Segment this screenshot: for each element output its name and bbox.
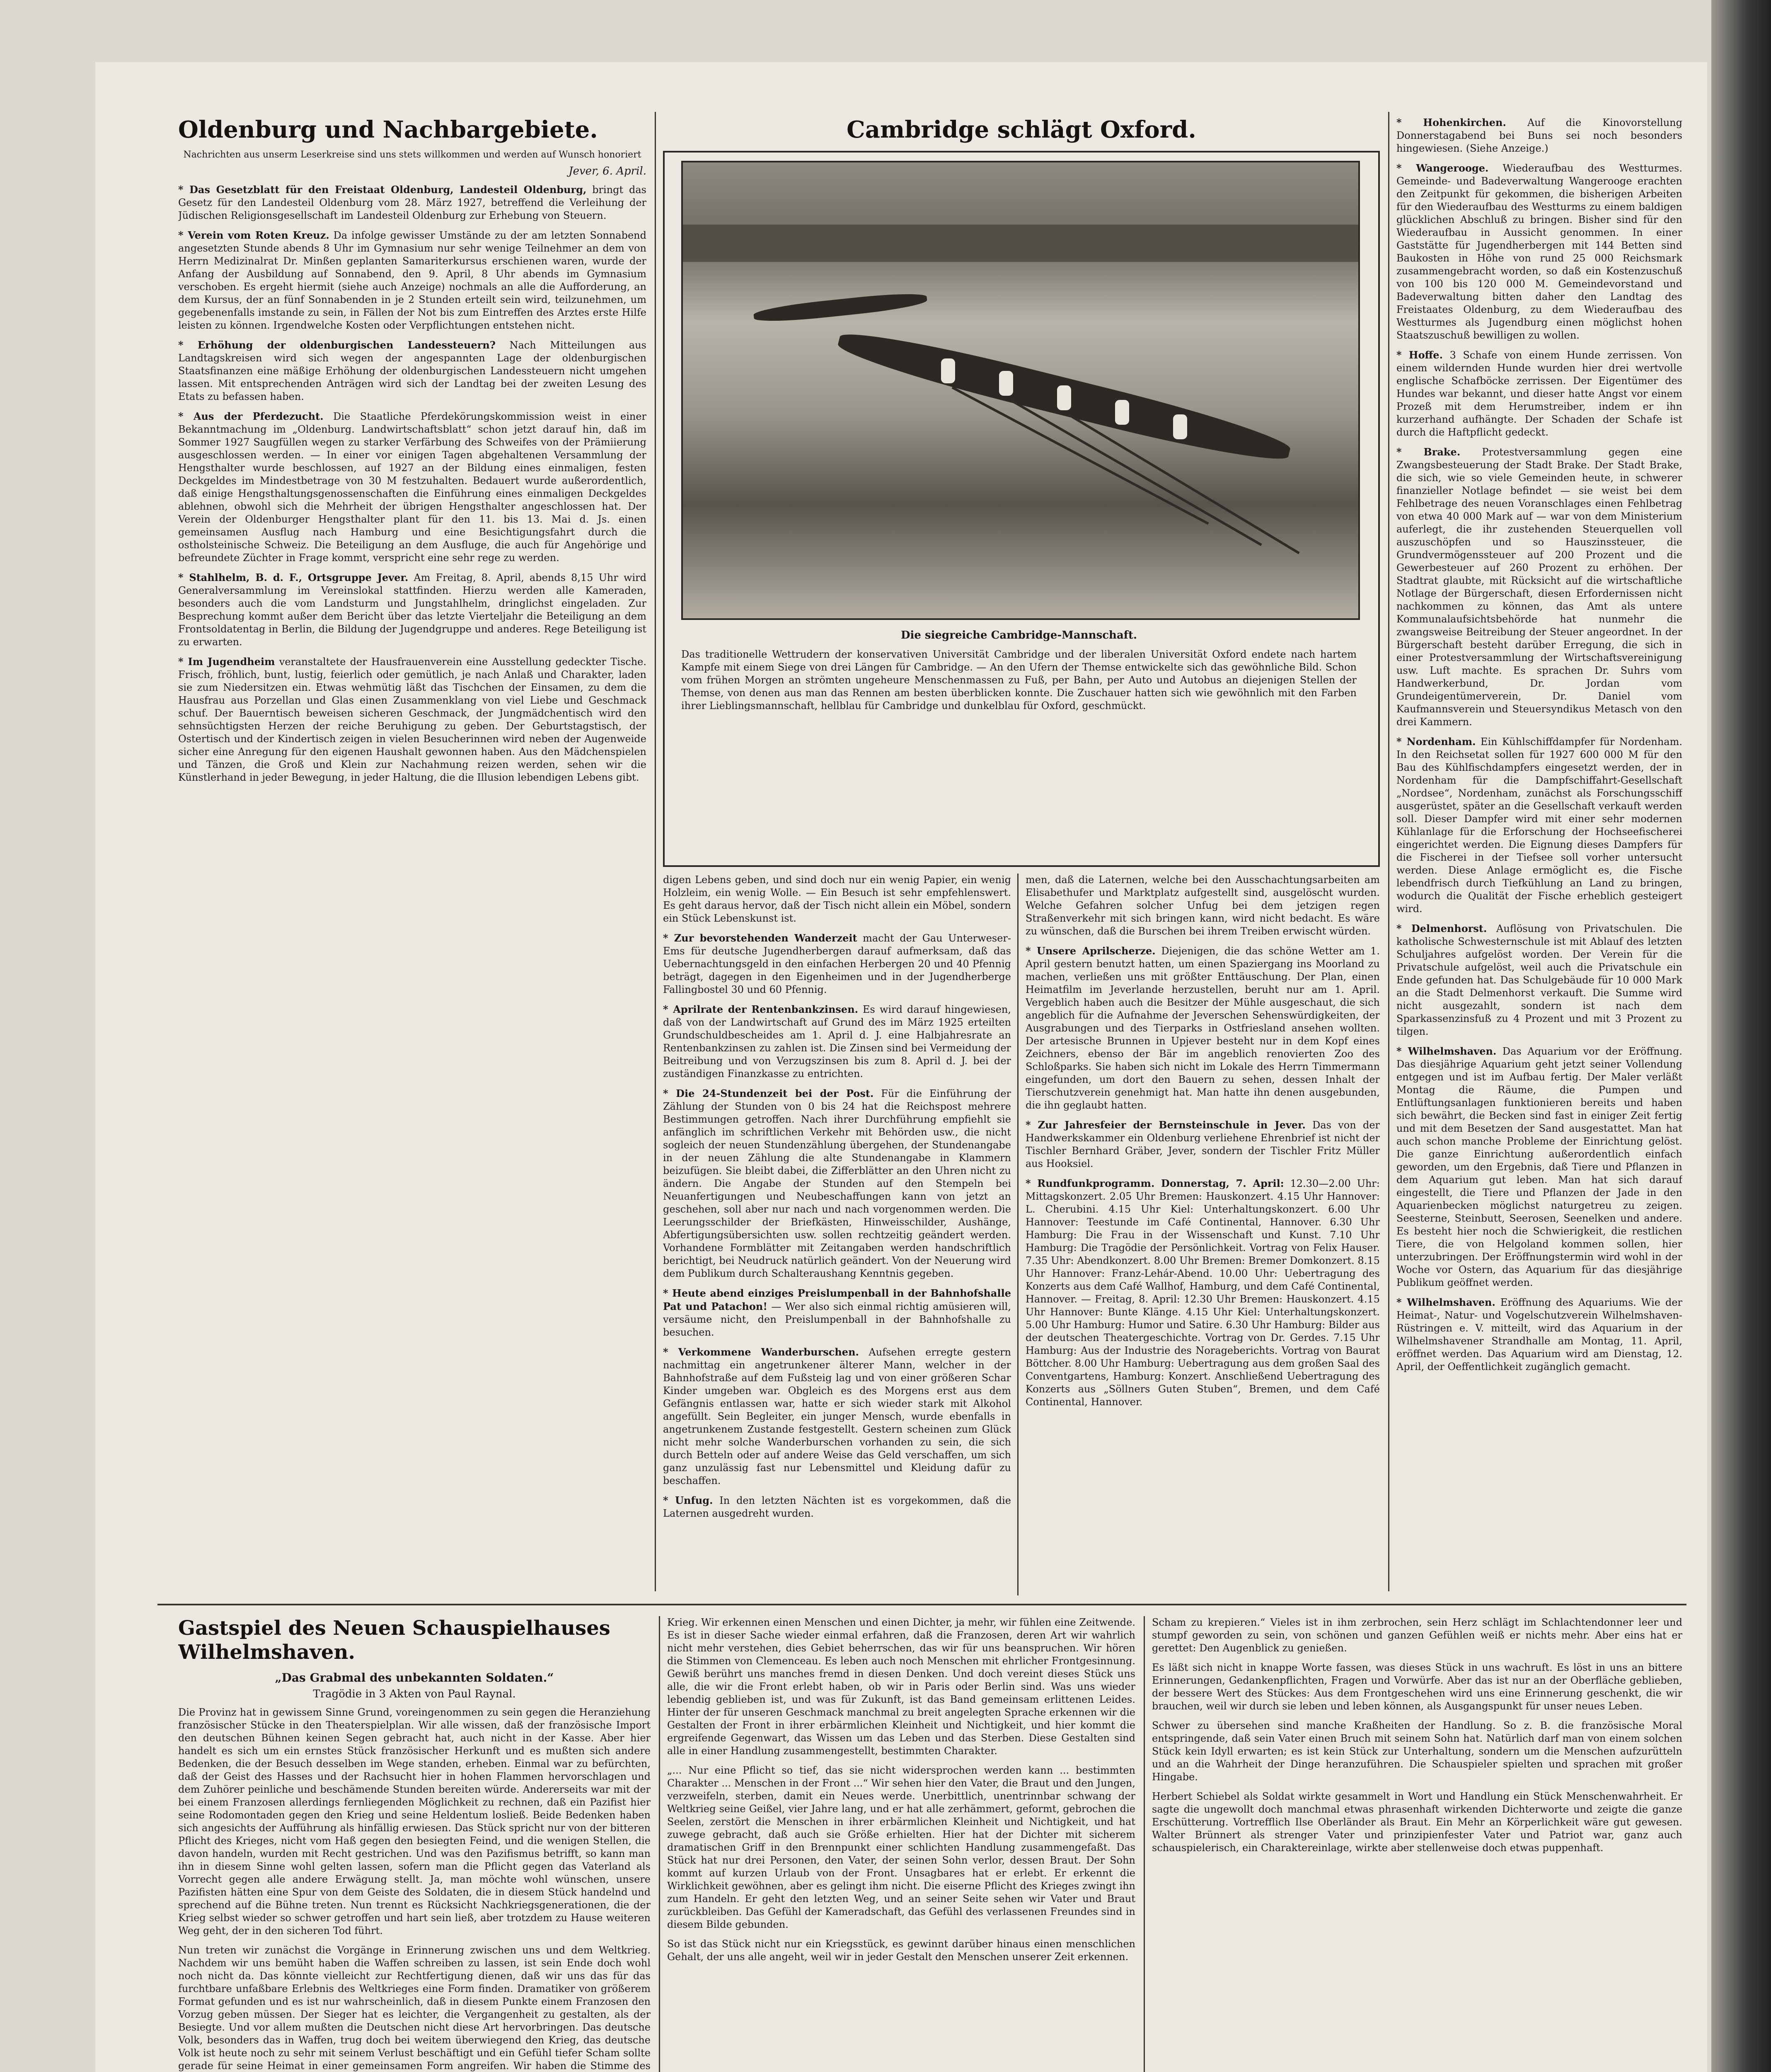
news-item-lead: * Die 24-Stundenzeit bei der Post. — [663, 1087, 874, 1099]
news-item-text: Aufsehen erregte gestern nachmittag ein angetrunkener älterer Mann, welcher in der Bahnhofstraße auf dem Fußsteig lag und von einer größeren Schar Kinder umgeben war. Obgleich es des Morgens erst aus dem Gefängnis entlassen war, hatte er sich wieder stark mit Alkohol angefüllt. Sein Begleiter, ein junger Mensch, wurde ebenfalls in angetrunkenem Zustande festgestellt. Gestern scheinen zum Glück nicht mehr solche Wanderburschen vorhanden zu sein, die sich durch Betteln oder auf andere Weise das Geld verschaffen, um sich ganz unzulässig fast nur Lebensmittel und Kleidung dafür zu beschaffen. — [663, 1346, 1011, 1486]
review-paragraph: „... Nur eine Pflicht so tief, das sie nicht widersprochen werden kann ... bestimmten Charakter ... Menschen in der Front ...“ Wir sehen hier den Vater, die Braut und den Jungen, verzweifeln, sterben, damit ein Neues werde. Unerbittlich, unentrinnbar schwang der Weltkrieg seine Geißel, vier Jahre lang, und er hat alle zerhämmert, geformt, gebrochen die Seelen, zerstört die Menschen in ihrer erbärmlichen Kleinheit und Nichtigkeit, und hat zuwege gebracht, daß auch sie Größe erhielten. Hier hat der Dichter mit sicherem dramatischen Griff in den Brennpunkt einer schlichten Handlung zusammengefaßt. Das Stück hat nur drei Personen, den Vater, der seinen Sohn verlor, dessen Braut. Der Sohn kommt auf kurzen Urlaub von der Front. Unsagbares hat er erlebt. Er erkennt die Wirklichkeit gewöhnen, aber es gelingt ihm nicht. Die eiserne Pflicht des Krieges zwingt ihn zum Handeln. Er geht den letzten Weg, und an seiner Seite sehen wir Vater und Braut zurückbleiben. Das Gefühl der Kameradschaft, das Gefühl des verlassenen Freundes sind in diesem Bilde gebunden. — [667, 1765, 1135, 1930]
left-column — [178, 116, 646, 1595]
photo-frame — [663, 151, 1380, 867]
news-item-text: Das Aquarium vor der Eröffnung. Das diesjährige Aquarium geht jetzt seiner Vollendung entgegen und ist im Aufbau fertig. Der Maler verläßt Montag die Räume, die Pumpen und Entlüftungsanlagen funktionieren bereits und haben sich bewährt, die Becken sind fast in einiger Zeit fertig und mit dem Besetzen der Sand ausgestattet. Man hat auch schon manche Probleme der Einrichtung gelöst. Die ganze Einrichtung außerordentlich einfach geworden, um den Ergebnis, daß Tiere und Pflanzen in dem Aquarium gut leben. Man hat sich darauf eingestellt, die Tiere und Pflanzen der Jade in den Aquarienbecken möglichst naturgetreu zu zeigen. Seesterne, Steinbutt, Seerosen, Seenelken und andere. Es besteht hier noch die Schwierigkeit, die restlichen Tiere, die von Helgoland kommen sollen, hier unterzubringen. Der Eröffnungstermin wird wohl in der Woche vor Ostern, das Aquarium für das diesjährige Publikum geöffnet werden. — [1396, 1046, 1682, 1288]
review-paragraph: Scham zu krepieren.“ Vieles ist in ihm zerbrochen, sein Herz schlägt im Schlachtendonner leer und stumpf geworden zu sein, von schönen und ganzen Gefühlen weiß er nichts mehr. Aber eins hat er gerettet: Den Augenblick zu genießen. — [1152, 1617, 1682, 1654]
news-item-lead: * Unfug. — [663, 1494, 713, 1506]
photo-shoreline — [683, 225, 1358, 262]
news-item — [663, 1003, 1011, 1080]
news-item-lead: * Unsere Aprilscherze. — [1026, 945, 1156, 957]
news-item — [178, 655, 646, 784]
photo-rower — [1114, 399, 1130, 426]
news-item — [178, 183, 646, 222]
news-item-lead: * Wilhelmshaven. — [1396, 1296, 1495, 1308]
photo-boat-distant — [753, 290, 928, 325]
news-item-lead: * Wilhelmshaven. — [1396, 1045, 1497, 1057]
news-item-text: Die Staatliche Pferdekörungskommission weist in einer Bekanntmachung im „Oldenburg. Landwirtschaftsblatt“ schon jetzt darauf hin, daß im Sommer 1927 Saugfüllen wegen zu starker Verfärbung des Schweifes von der Prämiierung ausgeschlossen werden. — In einer vor einigen Tagen abgehaltenen Versammlung der Hengsthalter wurde beschlossen, auf 1927 an der Bildung eines einmaligen, festen Deckgeldes im Mindestbetrage von 30 M festzuhalten. Bedauert wurde außerordentlich, daß einige Hengsthaltungsgenossenschaften die Einführung eines einmaligen Deckgeldes ablehnen, obwohl sich die Mehrheit der übrigen Hengsthalter angeschlossen hat. Der Verein der Oldenburger Hengsthalter plant für den 11. bis 13. Mai d. Js. einen gemeinsamen Ausflug nach Hamburg und eine Besichtigungsfahrt durch die ostholsteinische Schweiz. Die Beteiligung an dem Ausfluge, die auch für Angehörige und befreundete Züchter in Frage kommt, verspricht eine sehr rege zu werden. — [178, 411, 646, 564]
news-item-text: men, daß die Laternen, welche bei den Ausschachtungsarbeiten am Elisabethufer und Marktplatz aufgestellt sind, ausgelöscht wurden. Welche Gefahren solcher Unfug bei dem jetzigen regen Straßenverkehr mit sich bringen kann, wird nicht bedacht. Es wäre zu wünschen, daß die Burschen bei ihrem Treiben erwischt würden. — [1026, 874, 1380, 937]
bottom-divider-1 — [659, 1616, 660, 2072]
news-item-text: macht der Gau Unterweser-Ems für deutsche Jugendherbergen darauf aufmerksam, daß das Uebernachtungsgeld in den einfachen Herbergen 20 und 40 Pfennig beträgt, dagegen in den Eigenheimen und in der Jugendherberge Fallingbostel 30 und 60 Pfennig. — [663, 932, 1011, 995]
bottom-column-1 — [178, 1616, 651, 2072]
news-item-lead: * Zur bevorstehenden Wanderzeit — [663, 932, 857, 944]
news-item — [1396, 922, 1682, 1038]
news-item — [1026, 1118, 1380, 1170]
news-item-lead: * Erhöhung der oldenburgischen Landessteuern? — [178, 339, 496, 351]
news-item — [1396, 349, 1682, 439]
center-subcolumn-a — [663, 874, 1011, 1595]
photo-rower — [998, 370, 1014, 397]
right-article-list — [1396, 116, 1682, 1373]
news-item — [663, 1287, 1011, 1339]
news-item-lead: * Aprilrate der Rentenbankzinsen. — [663, 1003, 858, 1015]
news-item — [1026, 944, 1380, 1112]
bottom-column-3 — [1152, 1616, 1682, 2072]
news-item-text: Es wird darauf hingewiesen, daß von der Landwirtschaft auf Grund des im März 1925 erteilten Grundschuldbescheides am 1. April d. J. eine Halbjahresrate an Rentenbankzinsen zu zahlen ist. Die Zinsen sind bei Vermeidung der Beitreibung und von Verzugszinsen bis zum 8. April d. J. bei der zuständigen Finanzkasse zu entrichten. — [663, 1004, 1011, 1080]
photo-text: Das traditionelle Wettrudern der konservativen Universität Cambridge und der liberalen Universität Oxford endete nach hartem Kampfe mit einem Siege von drei Längen für Cambridge. — An den Ufern der Themse entwickelte sich das gewöhnliche Bild. Schon vom frühen Morgen an strömten ungeheure Menschenmassen zu Fuß, per Bahn, per Auto und Autobus an diejenigen Stellen der Themse, von denen aus man das Rennen am besten überblicken konnte. Die Zuschauer hatten sich wie gewöhnlich mit den Farben ihrer Lieblingsmannschaft, hellblau für Cambridge und dunkelblau für Oxford, geschmückt. — [681, 649, 1357, 712]
news-item-lead: * Rundfunkprogramm. Donnerstag, 7. April: — [1026, 1177, 1284, 1189]
news-item — [178, 410, 646, 564]
center-headline: Cambridge schlägt Oxford. — [847, 116, 1196, 143]
news-item-lead: * Hohenkirchen. — [1396, 116, 1506, 128]
news-item-text: Da infolge gewisser Umstände zu der am letzten Sonnabend angesetzten Stunde abends 8 Uhr im Gymnasium nur sehr wenige Teilnehmer an dem von Herrn Medizinalrat Dr. Minßen geplanten Samariterkursus erschienen waren, wurde der Anfang der Ausbildung auf Sonnabend, den 9. April, 8 Uhr abends im Gymnasium verschoben. Es ergeht hiermit (siehe auch Anzeige) nochmals an alle die Aufforderung, an dem Kursus, der an fünf Sonnabenden in je 2 Stunden erteilt sein wird, teilzunehmen, um gegebenenfalls imstande zu sein, in Fällen der Not bis zum Eintreffen des Arztes erste Hilfe leisten zu können. Irgendwelche Kosten oder Verpflichtungen entstehen nicht. — [178, 230, 646, 331]
news-item-text: Das von der Handwerkskammer ein Oldenburg verliehene Ehrenbrief ist nicht der Tischler Bernhard Gräber, Jever, sondern der Tischler Fritz Müller aus Hooksiel. — [1026, 1119, 1380, 1169]
news-item-text: Am Freitag, 8. April, abends 8,15 Uhr wird Generalversammlung im Vereinslokal stattfinden. Hierzu werden alle Kameraden, besonders auch die vom Landsturm und Jungstahlhelm, dringlichst eingeladen. Zur Besprechung kommt außer dem Bericht über das letzte Vierteljahr die Beteiligung an dem Frontsoldatentag in Berlin, die Bildung der Jugendgruppe und anderes. Rege Beteiligung ist zu erwarten. — [178, 572, 646, 648]
news-item-text: bringt das Gesetz für den Landesteil Oldenburg vom 28. März 1927, betreffend die Verleihung der Jüdischen Religionsgesellschaft im Landesteil Oldenburg zur Erhebung von Steuern. — [178, 184, 646, 221]
center-subcolumn-b — [1026, 874, 1380, 1595]
newspaper-page — [95, 62, 1707, 2072]
news-item — [663, 1087, 1011, 1280]
photo-rower — [1172, 413, 1188, 441]
news-item-text: — Wer also sich einmal richtig amüsieren will, versäume nicht, den Preislumpenball in der Bahnhofshalle zu besuchen. — [663, 1301, 1011, 1338]
news-item-text: veranstaltete der Hausfrauenverein eine Ausstellung gedeckter Tische. Frisch, fröhlich, bunt, lustig, feierlich oder gemütlich, je nach Anlaß und Charakter, laden sie zum Niedersitzen ein. Etwas wehmütig läßt das Tischchen der Einsamen, zu dem die Hausfrau aus Porzellan und Glas einen Zusammenklang von viel Liebe und Geschmack schuf. Der Bauerntisch beweisen sicheren Geschmack, der Jungmädchentisch wird den sehnsüchtigsten Herzen der reiche Beruhigung zu geben. Der Geburtstagstisch, der Ostertisch und der Kindertisch zeigen in vielen Besucherinnen wird neben der Augenweide sicher eine Anregung für den eigenen Haushalt gewonnen haben. Aus den Mädchenspielen und Tänzen, die Groß und Klein zur Nachahmung reizen werden, sehen wir die Künstlerhand in jeder Bewegung, in jeder Haltung, die die Illusion lebendigen Lebens gibt. — [178, 656, 646, 783]
review-headline: Gastspiel des Neuen Schauspielhauses Wilhelmshaven. — [178, 1617, 610, 1664]
news-item — [1396, 116, 1682, 155]
play-subtitle: Tragödie in 3 Akten von Paul Raynal. — [313, 1688, 516, 1700]
photo-caption: Die siegreiche Cambridge-Mannschaft. — [900, 629, 1137, 641]
news-item-text: Auf die Kinovorstellung Donnerstagabend bei Buns sei noch besonders hingewiesen. (Siehe Anzeige.) — [1396, 117, 1682, 154]
news-item — [663, 932, 1011, 996]
news-item — [178, 339, 646, 403]
news-item-lead: * Stahlhelm, B. d. F., Ortsgruppe Jever. — [178, 571, 409, 583]
news-item — [663, 1346, 1011, 1487]
news-item-text: Eröffnung des Aquariums. Wie der Heimat-, Natur- und Vogelschutzverein Wilhelmshaven-Rüstringen e. V. mitteilt, wird das Aquarium in der Wilhelmshavener Strandhalle am Montag, 11. April, eröffnet werden. Das Aquarium wird am Dienstag, 12. April, der Oeffentlichkeit zugänglich gemacht. — [1396, 1297, 1682, 1372]
review-paragraph: Es läßt sich nicht in knappe Worte fassen, was dieses Stück in uns wachruft. Es löst in uns an bittere Erinnerungen, Gedankenpflichten, Fragen und Vorwürfe. Aber das ist nur an der Oberfläche geblieben, der bessere Wert des Stückes: Aus dem Frontgeschehen wird uns eine Erinnerung geschenkt, die wir brauchen, weil wir durch sie leben und leben können, als Ausgangspunkt für unser neues Leben. — [1152, 1662, 1682, 1712]
bottom-column-2 — [667, 1616, 1135, 2072]
news-item-lead: * Delmenhorst. — [1396, 922, 1487, 934]
news-item — [663, 1494, 1011, 1520]
photo-rower — [940, 357, 956, 385]
news-item-text: Für die Einführung der Zählung der Stunden von 0 bis 24 hat die Reichspost mehrere Bestimmungen getroffen. Nach ihrer Durchführung empfiehlt sie anfänglich im schriftlichen Verkehr mit Behörden usw., die nicht sogleich der neuen Stundenzählung übergehen, der Stundenangabe in der neuen Zählung die alte Stundenangabe in Klammern beizufügen. Sie bleibt dabei, die Zifferblätter an den Uhren nicht zu ändern. Die Angabe der Stunden auf den Stempeln bei Neuanfertigungen und Neubeschaffungen kann von jetzt an geschehen, soll aber nur nach und nach vorgenommen werden. Die Leerungsschilder der Briefkästen, Hinweisschilder, Aushänge, Abfertigungsübersichten usw. sollen rechtzeitig geändert werden. Vorhandene Formblätter mit Zeitangaben werden handschriftlich berichtigt, bei Neudruck natürlich geändert. Von der Neuerung wird dem Publikum durch Schalteraushang Kenntnis gegeben. — [663, 1088, 1011, 1279]
review-paragraph: Schwer zu übersehen sind manche Kraßheiten der Handlung. So z. B. die französische Moral entspringende, daß sein Vater einen Bruch mit seinem Sohn hat. Natürlich darf man von einem solchen Stück kein Idyll erwarten; es ist kein Stück zur Unterhaltung, sondern um die Menschen aufzurütteln und an die Wahrheit der Dinge heranzuführen. Die Schauspieler spielten und sprachen mit großer Hingabe. — [1152, 1720, 1682, 1783]
news-item — [1396, 162, 1682, 342]
news-item-lead: * Nordenham. — [1396, 736, 1476, 748]
news-item-lead: * Verein vom Roten Kreuz. — [178, 229, 329, 241]
center-column — [663, 116, 1380, 1595]
news-item — [1396, 1045, 1682, 1289]
news-item-lead: * Hoffe. — [1396, 349, 1443, 361]
bottom-divider-2 — [1144, 1616, 1145, 2072]
news-item-text: Auflösung von Privatschulen. Die katholische Schwesternschule ist mit Ablauf des letzten Schuljahres aufgelöst worden. Der Verein für die Privatschule aufgelöst, weil auch die Privatschule ein Ende gefunden hat. Das Schulgebäude für 10 000 Mark an die Stadt Delmenhorst verkauft. Die Summe wird nicht ausgezahlt, sondern ist nach dem Sparkassenzinsfuß zu 4 Prozent und mit 3 Prozent zu tilgen. — [1396, 923, 1682, 1037]
news-item-text: 12.30—2.00 Uhr: Mittagskonzert. 2.05 Uhr Bremen: Hauskonzert. 4.15 Uhr Hannover: L. Cherubini. 4.15 Uhr Kiel: Unterhaltungskonzert. 6.00 Uhr Hannover: Teestunde im Café Continental, Hannover. 6.30 Uhr Hamburg: Die Frau in der Wissenschaft und Kunst. 7.10 Uhr Hamburg: Die Tragödie der Persönlichkeit. Vortrag von Felix Hauser. 7.35 Uhr: Abendkonzert. 8.00 Uhr Bremen: Bremer Domkonzert. 8.15 Uhr Hannover: Franz-Lehár-Abend. 10.00 Uhr: Uebertragung des Konzerts aus dem Café Wallhof, Hamburg, und dem Café Continental, Hannover. — Freitag, 8. April: 12.30 Uhr Bremen: Hauskonzert. 4.15 Uhr Hannover: Bunte Klänge. 4.15 Uhr Kiel: Unterhaltungskonzert. 5.00 Uhr Hamburg: Humor und Satire. 6.30 Uhr Hamburg: Bilder aus der deutschen Theatergeschichte. Vortrag von Dr. Gerdes. 7.15 Uhr Hamburg: Aus der Industrie des Norageberichts. Vortrag von Baurat Böttcher. 8.00 Uhr Hamburg: Uebertragung aus dem großen Saal des Conventgartens, Hamburg: Konzert. Anschließend Uebertragung des Konzerts aus „Söllners Guten Stuben“, Bremen, und dem Café Continental, Hannover. — [1026, 1178, 1380, 1408]
news-item — [1396, 445, 1682, 729]
column-divider-left — [655, 112, 656, 1591]
left-headline: Oldenburg und Nachbargebiete. — [178, 116, 598, 143]
news-item-text: 3 Schafe von einem Hunde zerrissen. Von einem wildernden Hunde wurden hier drei wertvolle englische Schafböcke zerrissen. Der Eigentümer des Hundes war bekannt, und dieser hatte Angst vor einem Prozeß mit dem Herumstreiber, indem er ihn kurzerhand aufhängte. Der Schaden der Schafe ist durch die Haftpflicht gedeckt. — [1396, 349, 1682, 438]
news-item-lead: * Das Gesetzblatt für den Freistaat Oldenburg, Landesteil Oldenburg, — [178, 184, 587, 196]
review-paragraph: Krieg. Wir erkennen einen Menschen und einen Dichter, ja mehr, wir fühlen eine Zeitwende. Es ist in dieser Sache wieder einmal erfahren, daß die Franzosen, deren Art wir wahrlich nicht mehr verstehen, dies Gebiet beherrschen, das wir für uns beanspruchen. Wir hören die Stimmen von Clemenceau. Es leben auch noch Menschen mit ehrlicher Frontgesinnung. Gewiß berührt uns manches fremd in diesen Denken. Und doch vereint dieses Stück uns alle, die wir die Front erlebt haben, ob wir in Paris oder Berlin sind. Was uns wieder lebendig geblieben ist, und was für Zukunft, ist das Band gemeinsam erlittenen Leides. Hinter der für unseren Geschmack manchmal zu breit angelegten Sprache erkennen wir die Gestalten der Front in ihrer erbärmlichen Kleinheit und Nichtigkeit, und hier kommt die ergreifende Gegenwart, das Wissen um das Leben und das Sterben. Diese Gestalten sind alle in einer Handlung zusammengestellt, bestimmten Charakter. — [667, 1617, 1135, 1757]
news-item — [178, 229, 646, 332]
news-item-text: Nach Mitteilungen aus Landtagskreisen wird sich wegen der angespannten Lage der oldenburgischen Staatsfinanzen eine mäßige Erhöhung der oldenburgischen Landessteuern nicht umgehen lassen. Mit entsprechenden Anträgen wird sich der Landtag bei der zweiten Lesung des Etats zu befassen haben. — [178, 339, 646, 402]
news-item — [1396, 735, 1682, 915]
news-item-text: Ein Kühlschiffdampfer für Nordenham. In den Reichsetat sollen für 1927 600 000 M für den Bau des Kühlfischdampfers eingesetzt werden, der in Nordenham für die Dampfschiffahrt-Gesellschaft „Nordsee“, Nordenham, zunächst als Forschungsschiff ausgerüstet, später an die Gesellschaft verkauft werden soll. Dieser Dampfer wird mit einer sehr modernen Kühlanlage für die Erforschung der Hochseefischerei eingerichtet werden. Die Eignung dieses Dampfers für die Fischerei in der Tiefsee soll vorher untersucht werden. Diese Anlage ermöglicht es, die Fische lebendfrisch durch Tiefkühlung an Land zu bringen, wodurch die Qualität der Fische erheblich gesteigert wird. — [1396, 736, 1682, 915]
news-item-lead: * Wangerooge. — [1396, 162, 1489, 174]
news-item — [178, 571, 646, 649]
news-item-lead: * Brake. — [1396, 446, 1461, 458]
left-subline: Nachrichten aus unserm Leserkreise sind uns stets willkommen und werden auf Wunsch honoriert — [183, 150, 641, 160]
center-subcolumn-divider — [1017, 874, 1019, 1595]
news-item-lead: * Aus der Pferdezucht. — [178, 410, 324, 422]
news-item-text: Wiederaufbau des Westturmes. Gemeinde- und Badeverwaltung Wangerooge erachten den Zeitpunkt für gekommen, die bisherigen Arbeiten für den Wiederaufbau des Westturms zu einem baldigen glücklichen Abschluß zu bringen. Bisher sind für den Wiederaufbau in Aussicht genommen. In einer Gaststätte für Jugendherbergen mit 144 Betten sind Baukosten in Höhe von rund 25 000 Reichsmark zusammengebracht worden, so daß ein Kostenzuschuß von 100 bis 120 000 M. Gemeindevorstand und Badeverwaltung bitten daher den Landtag des Freistaates Oldenburg, zu dem Wiederaufbau des Westturmes als Jugendburg einen möglichst hohen Staatszuschuß bewilligen zu wollen. — [1396, 162, 1682, 341]
review-paragraph: So ist das Stück nicht nur ein Kriegsstück, es gewinnt darüber hinaus einen menschlichen Gehalt, der uns alle angeht, weil wir in jeder Gestalt den Menschen unserer Zeit erkennen. — [667, 1938, 1135, 1963]
photo-rower — [1056, 384, 1072, 411]
left-dateline: Jever, 6. April. — [569, 165, 646, 177]
section-divider — [157, 1604, 1686, 1605]
rowing-photo — [681, 161, 1360, 620]
news-item — [1396, 1296, 1682, 1373]
news-item — [1026, 1177, 1380, 1409]
play-title: „Das Grabmal des unbekannten Soldaten.“ — [275, 1671, 554, 1685]
news-item — [1026, 874, 1380, 938]
news-item-lead: * Im Jugendheim — [178, 656, 275, 668]
news-item-text: digen Lebens geben, und sind doch nur ein wenig Papier, ein wenig Holzleim, ein wenig Wolle. — Ein Besuch ist sehr empfehlenswert. Es geht daraus hervor, daß der Tisch nicht allein ein Möbel, sondern ein Stück Lebenskunst ist. — [663, 874, 1011, 924]
review-text-col1 — [178, 1706, 651, 2072]
news-item-text: Diejenigen, die das schöne Wetter am 1. April gestern benutzt hatten, um einen Spaziergang ins Moorland zu machen, verließen uns mit größter Enttäuschung. Der Plan, einen Heimatfilm im Jeverlande herzustellen, beruht nur am 1. April. Vergeblich haben auch die Besitzer der Mühle ausgeschaut, die sich angeblich für die Aufnahme der Jeverschen Sehenswürdigkeiten, der Ausgrabungen und des Tierparks in Ostfriesland ansehen wollten. Der artesische Brunnen in Upjever besteht nur in dem Kopf eines Zeichners, ebenso der Bär im angeblich renovierten Zoo des Schloßparks. Sie haben sich nicht im Lokale des Herrn Timmermann eingefunden, um dort den Bauern zu sehen, dessen Inhalt der Tierschutzverein genehmigt hat. Man hatte ihn denen ausgebunden, die ihn geglaubt hatten. — [1026, 945, 1380, 1111]
news-item-lead: * Verkommene Wanderburschen. — [663, 1346, 859, 1358]
news-item-lead: * Heute abend einziges Preislumpenball in der Bahnhofshalle Pat und Patachon! — [663, 1287, 1011, 1312]
review-paragraph: Nun treten wir zunächst die Vorgänge in Erinnerung zwischen uns und dem Weltkrieg. Nachdem wir uns bemüht haben die Waffen schreiben zu lassen, ist sein Ende doch wohl noch nicht da. Das könnte vielleicht zur Rechtfertigung dienen, daß wir uns das für das furchtbare unfaßbare Erlebnis des Weltkrieges eine Form finden. Dramatiker von größerem Format gefunden und es ist nur wahrscheinlich, daß in diesem Punkte einem Franzosen den Vorzug geben müssen. Der Sieger hat es leichter, die Vergangenheit zu gestalten, als der Besiegte. Und vor allem mußten die Deutschen nicht diese Art hervorbringen. Das deutsche Volk, besonders das in Waffen, trug doch bei weitem überwiegend den Krieg, das deutsche Volk ist heute noch zu sehr mit seinem Verlust beschäftigt und ein Gefühl tiefer Scham sollte gerade für seine Heimat in einer gemeinsamen Form angreifen. Wir haben die Stimme des — [178, 1944, 651, 2072]
news-item-text: In den letzten Nächten ist es vorgekommen, daß die Laternen ausgedreht wurden. — [663, 1495, 1011, 1519]
news-item-lead: * Zur Jahresfeier der Bernsteinschule in Jever. — [1026, 1119, 1306, 1131]
left-article-list — [178, 183, 646, 784]
column-divider-right — [1388, 112, 1389, 1591]
review-paragraph: Herbert Schiebel als Soldat wirkte gesammelt in Wort und Handlung ein Stück Menschenwahrheit. Er sagte die ungewollt doch manchmal etwas phrasenhaft wirkenden Dichterworte und zeigte die ganze Erschütterung. Vortrefflich Ilse Oberländer als Braut. Ein Mehr an Körperlichkeit wäre gut gewesen. Walter Brünnert als strenger Vater und prinzipienfester Vater und Patriot war, ganz auch schauspielerisch, ein Charaktereinlage, wirkte aber stellenweise doch etwas puppenhaft. — [1152, 1791, 1682, 1854]
news-item-text: Protestversammlung gegen eine Zwangsbesteuerung der Stadt Brake. Der Stadt Brake, die sich, wie so viele Gemeinden heute, in schwerer finanzieller Notlage befindet — sie weist bei dem Fehlbetrage des neuen Voranschlages einen Fehlbetrag von etwa 40 000 Mark auf — war von dem Ministerium auferlegt, die ihr zustehenden Steuerquellen voll auszuschöpfen und so Hauszinssteuer, die Grundvermögenssteuer auf 200 Prozent und die Gewerbesteuer auf 260 Prozent zu erhöhen. Der Stadtrat glaubte, mit Rücksicht auf die wirtschaftliche Notlage der Bürgerschaft, diesen Erfordernissen nicht nachkommen zu können, das Amt als untere Kommunalaufsichtsbehörde hat nunmehr die zwangsweise Beitreibung der Steuer angeordnet. In der Bürgerschaft besteht darüber Erregung, die sich in einer Protestversammlung der Wirtschaftsvereinigung usw. Luft machte. Es sprachen Dr. Suhrs vom Handwerkerbund, Dr. Jordan vom Grundeigentümerverein, Dr. Daniel vom Kaufmannsverein und Steuersyndikus Metasch von den drei Kammern. — [1396, 446, 1682, 728]
right-column — [1396, 116, 1682, 1595]
review-paragraph: Die Provinz hat in gewissem Sinne Grund, voreingenommen zu sein gegen die Heranziehung französischer Stücke in den Theaterspielplan. Wir alle wissen, daß der französische Import den deutschen Bühnen keinen Segen gebracht hat, auch nicht in der Kasse. Aber hier handelt es sich um ein ernstes Stück französischer Herkunft und es mußten sich andere Bedenken, die der Besuch desselben im Wege standen, erheben. Einmal war zu befürchten, daß der Geist des Hasses und der Rachsucht hier in hohen Flammen hervorschlagen und dem Zuhörer peinliche und beschämende Stunden bereiten würde. Andererseits war mit der bei einem Franzosen allerdings fernliegenden Möglichkeit zu rechnen, daß ein Pazifist hier seine Rodomontaden gegen den Krieg und seine Heldentum losließ. Beide Bedenken haben sich angesichts der Aufführung als hinfällig erwiesen. Das Stück spricht nur von der bitteren Pflicht des Krieges, nicht vom Haß gegen den besiegten Feind, und die wenigen Stellen, die davon handeln, wurden mit Recht gestrichen. Und was den Pazifismus betrifft, so kann man ihn in diesem Sinne wohl gelten lassen, sofern man die Pflicht gegen das Vaterland als Vorrecht gegen alle andere Erwägung stellt. Ja, man möchte wohl wünschen, unsere Pazifisten hätten eine Spur von dem Geiste des Soldaten, die in diesem Stück handelnd und sprechend auf die Bühne treten. Nun trennt es Rücksicht Nachkriegsgenerationen, die der Krieg selbst wieder so schwer getroffen und hart sein ließ, aber trotzdem zu Hause weiteren Weg geht, der in den sicheren Tod führt. — [178, 1706, 651, 1936]
book-binding-edge — [1711, 0, 1771, 2072]
news-item — [663, 874, 1011, 925]
